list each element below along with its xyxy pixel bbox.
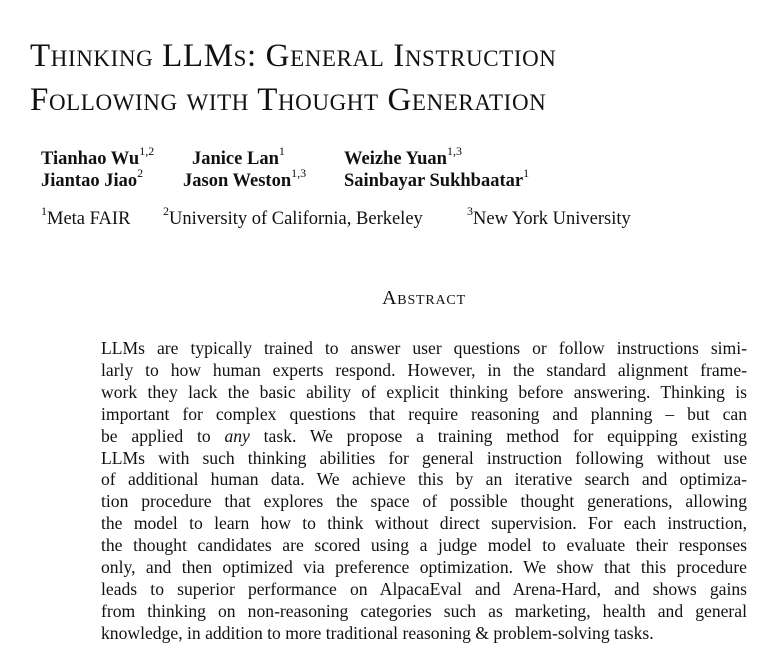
abstract-line: work they lack the basic ability of explicit thinking before answering. Thinking is <box>101 381 747 402</box>
abstract-line: the model to learn how to think without direct supervision. For each instruction, <box>101 513 747 534</box>
abstract-line: only, and then optimized via preference optimization. We show that this procedure <box>101 557 747 578</box>
author-affil-mark: 1 <box>278 144 285 158</box>
author-name: Sainbayar Sukhbaatar <box>344 171 524 192</box>
abstract-line: the thought candidates are scored using a judge model to evaluate their responses <box>101 535 747 556</box>
abstract-line: from thinking on non-reasoning categories such as marketing, health and general <box>101 600 747 621</box>
abstract-line <box>101 426 747 448</box>
author-affil-mark: 2 <box>137 166 144 180</box>
author-affil-mark: 1,3 <box>291 166 307 180</box>
affiliation-mark: 3 <box>467 204 473 218</box>
affiliation <box>467 206 631 230</box>
author-name: Jiantao Jiao <box>41 171 138 192</box>
abstract-line: important for complex questions that require reasoning and planning – but can <box>101 403 747 424</box>
author <box>344 146 462 170</box>
author-name: Jason Weston <box>183 171 292 192</box>
author-affil-mark: 1,2 <box>139 144 155 158</box>
abstract-text: be applied to <box>101 425 225 446</box>
abstract-emphasis: any <box>224 425 250 446</box>
author <box>183 168 306 192</box>
abstract-line: LLMs with such thinking abilities for general instruction following without use <box>101 447 747 468</box>
title-line-2: Following with Thought Generation <box>30 82 547 118</box>
author-affil-mark: 1 <box>523 166 530 180</box>
affiliation-mark: 1 <box>41 204 47 218</box>
abstract-body <box>101 338 747 645</box>
author-name: Janice Lan <box>192 149 279 170</box>
affiliation-name: University of California, Berkeley <box>169 209 423 230</box>
abstract-line: leads to superior performance on AlpacaEval and Arena-Hard, and shows gains <box>101 578 747 599</box>
affiliation-name: New York University <box>473 209 631 230</box>
affiliation <box>163 206 423 230</box>
affiliation-mark: 2 <box>163 204 169 218</box>
abstract-line: LLMs are typically trained to answer user questions or follow instructions simi- <box>101 338 747 358</box>
paper-title <box>30 34 750 122</box>
author <box>192 146 285 170</box>
author-name: Tianhao Wu <box>41 149 140 170</box>
author <box>344 168 529 192</box>
title-line-1: Thinking LLMs: General Instruction <box>30 38 557 74</box>
author <box>41 168 143 192</box>
abstract-heading: Abstract <box>382 287 466 309</box>
affiliation <box>41 206 130 230</box>
affiliation-name: Meta FAIR <box>47 209 131 230</box>
abstract-text: task. We propose a training method for equipping existing <box>249 425 747 446</box>
abstract-line: tion procedure that explores the space of possible thought generations, allowing <box>101 491 747 512</box>
abstract-line: of additional human data. We achieve this by an iterative search and optimiza- <box>101 469 747 490</box>
author-affil-mark: 1,3 <box>446 144 462 158</box>
abstract-line: larly to how human experts respond. However, in the standard alignment frame- <box>101 359 747 380</box>
author-name: Weizhe Yuan <box>344 149 447 170</box>
abstract-line: knowledge, in addition to more traditional reasoning & problem-solving tasks. <box>101 622 654 643</box>
